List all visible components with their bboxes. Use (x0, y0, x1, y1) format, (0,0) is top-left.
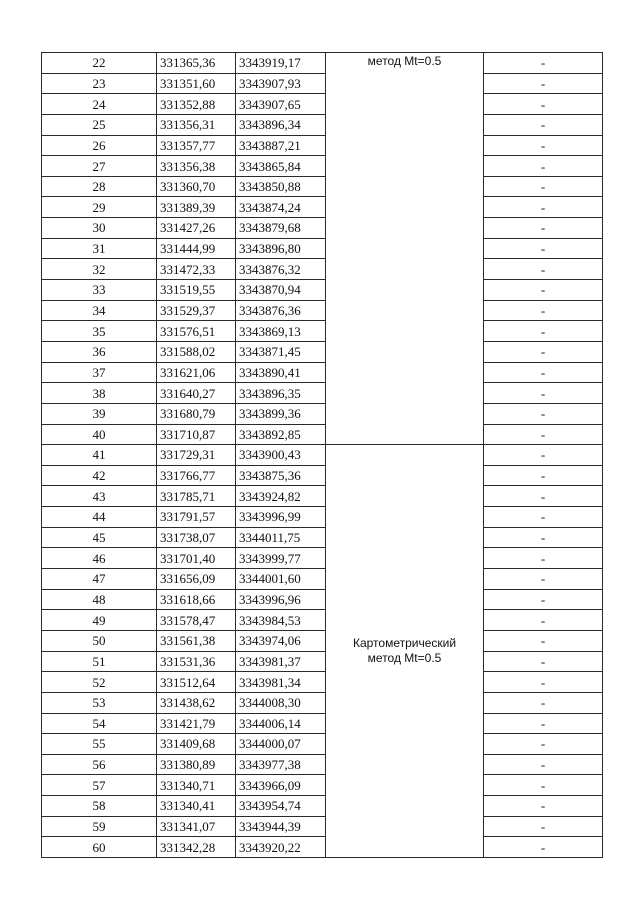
table-row (42, 73, 603, 94)
x-coordinate-cell: 331472,33 (157, 259, 236, 280)
table-row (42, 238, 603, 259)
y-coordinate-cell: 3344000,07 (236, 734, 326, 755)
y-coordinate-cell: 3343977,38 (236, 754, 326, 775)
y-coordinate-cell: 3343954,74 (236, 796, 326, 817)
x-coordinate-cell: 331701,40 (157, 548, 236, 569)
table-row (42, 610, 603, 631)
note-cell: - (484, 527, 603, 548)
table-row (42, 754, 603, 775)
x-coordinate-cell: 331365,36 (157, 53, 236, 74)
point-number-cell: 52 (42, 672, 157, 693)
note-cell: - (484, 775, 603, 796)
note-cell: - (484, 816, 603, 837)
table-row (42, 321, 603, 342)
table-row (42, 114, 603, 135)
y-coordinate-cell: 3343896,35 (236, 383, 326, 404)
note-cell: - (484, 713, 603, 734)
x-coordinate-cell: 331531,36 (157, 651, 236, 672)
method-cell-group-2 (326, 445, 484, 858)
note-cell: - (484, 176, 603, 197)
y-coordinate-cell: 3343900,43 (236, 445, 326, 466)
table-row (42, 53, 603, 74)
y-coordinate-cell: 3343907,65 (236, 94, 326, 115)
table-row (42, 486, 603, 507)
note-cell: - (484, 569, 603, 590)
y-coordinate-cell: 3344006,14 (236, 713, 326, 734)
note-cell: - (484, 465, 603, 486)
y-coordinate-cell: 3344011,75 (236, 527, 326, 548)
point-number-cell: 38 (42, 383, 157, 404)
y-coordinate-cell: 3343981,37 (236, 651, 326, 672)
point-number-cell: 28 (42, 176, 157, 197)
point-number-cell: 25 (42, 114, 157, 135)
y-coordinate-cell: 3343920,22 (236, 837, 326, 858)
table-row (42, 651, 603, 672)
y-coordinate-cell: 3343892,85 (236, 424, 326, 445)
point-number-cell: 34 (42, 300, 157, 321)
method-label-line-2: метод Mt=0.5 (367, 651, 442, 666)
x-coordinate-cell: 331351,60 (157, 73, 236, 94)
note-cell: - (484, 672, 603, 693)
y-coordinate-cell: 3343875,36 (236, 465, 326, 486)
point-number-cell: 39 (42, 403, 157, 424)
table-row (42, 775, 603, 796)
table-row (42, 176, 603, 197)
point-number-cell: 56 (42, 754, 157, 775)
note-cell: - (484, 589, 603, 610)
point-number-cell: 41 (42, 445, 157, 466)
point-number-cell: 23 (42, 73, 157, 94)
point-number-cell: 35 (42, 321, 157, 342)
x-coordinate-cell: 331710,87 (157, 424, 236, 445)
point-number-cell: 45 (42, 527, 157, 548)
x-coordinate-cell: 331578,47 (157, 610, 236, 631)
y-coordinate-cell: 3343870,94 (236, 280, 326, 301)
table-row (42, 672, 603, 693)
note-cell: - (484, 341, 603, 362)
point-number-cell: 36 (42, 341, 157, 362)
coordinates-table (41, 52, 603, 858)
y-coordinate-cell: 3343869,13 (236, 321, 326, 342)
point-number-cell: 54 (42, 713, 157, 734)
x-coordinate-cell: 331356,31 (157, 114, 236, 135)
point-number-cell: 51 (42, 651, 157, 672)
note-cell: - (484, 53, 603, 74)
point-number-cell: 33 (42, 280, 157, 301)
y-coordinate-cell: 3343876,36 (236, 300, 326, 321)
table-row (42, 424, 603, 445)
y-coordinate-cell: 3343984,53 (236, 610, 326, 631)
x-coordinate-cell: 331380,89 (157, 754, 236, 775)
coordinates-table-body (42, 53, 603, 858)
y-coordinate-cell: 3343907,93 (236, 73, 326, 94)
note-cell: - (484, 424, 603, 445)
point-number-cell: 47 (42, 569, 157, 590)
method-cell-group-1 (326, 53, 484, 445)
point-number-cell: 32 (42, 259, 157, 280)
note-cell: - (484, 796, 603, 817)
note-cell: - (484, 692, 603, 713)
table-row (42, 589, 603, 610)
table-row (42, 527, 603, 548)
note-cell: - (484, 156, 603, 177)
table-row (42, 403, 603, 424)
y-coordinate-cell: 3343996,99 (236, 507, 326, 528)
table-row (42, 135, 603, 156)
point-number-cell: 42 (42, 465, 157, 486)
point-number-cell: 57 (42, 775, 157, 796)
x-coordinate-cell: 331640,27 (157, 383, 236, 404)
method-label-line-1: Картометрический (352, 636, 457, 651)
table-row (42, 796, 603, 817)
x-coordinate-cell: 331512,64 (157, 672, 236, 693)
table-row (42, 816, 603, 837)
y-coordinate-cell: 3343865,84 (236, 156, 326, 177)
point-number-cell: 55 (42, 734, 157, 755)
x-coordinate-cell: 331680,79 (157, 403, 236, 424)
y-coordinate-cell: 3343896,80 (236, 238, 326, 259)
x-coordinate-cell: 331785,71 (157, 486, 236, 507)
note-cell: - (484, 300, 603, 321)
y-coordinate-cell: 3343896,34 (236, 114, 326, 135)
x-coordinate-cell: 331342,28 (157, 837, 236, 858)
note-cell: - (484, 445, 603, 466)
point-number-cell: 27 (42, 156, 157, 177)
y-coordinate-cell: 3343874,24 (236, 197, 326, 218)
point-number-cell: 50 (42, 630, 157, 651)
point-number-cell: 53 (42, 692, 157, 713)
y-coordinate-cell: 3343890,41 (236, 362, 326, 383)
point-number-cell: 29 (42, 197, 157, 218)
x-coordinate-cell: 331340,71 (157, 775, 236, 796)
point-number-cell: 22 (42, 53, 157, 74)
point-number-cell: 60 (42, 837, 157, 858)
y-coordinate-cell: 3343944,39 (236, 816, 326, 837)
table-row (42, 692, 603, 713)
point-number-cell: 26 (42, 135, 157, 156)
y-coordinate-cell: 3344008,30 (236, 692, 326, 713)
point-number-cell: 31 (42, 238, 157, 259)
table-row (42, 445, 603, 466)
y-coordinate-cell: 3343871,45 (236, 341, 326, 362)
note-cell: - (484, 403, 603, 424)
table-row (42, 94, 603, 115)
note-cell: - (484, 114, 603, 135)
note-cell: - (484, 259, 603, 280)
y-coordinate-cell: 3343879,68 (236, 218, 326, 239)
y-coordinate-cell: 3343850,88 (236, 176, 326, 197)
note-cell: - (484, 610, 603, 631)
x-coordinate-cell: 331729,31 (157, 445, 236, 466)
point-number-cell: 30 (42, 218, 157, 239)
x-coordinate-cell: 331576,51 (157, 321, 236, 342)
table-row (42, 465, 603, 486)
x-coordinate-cell: 331357,77 (157, 135, 236, 156)
table-row (42, 548, 603, 569)
y-coordinate-cell: 3343966,09 (236, 775, 326, 796)
table-row (42, 569, 603, 590)
table-row (42, 362, 603, 383)
x-coordinate-cell: 331444,99 (157, 238, 236, 259)
point-number-cell: 58 (42, 796, 157, 817)
table-row (42, 837, 603, 858)
y-coordinate-cell: 3343974,06 (236, 630, 326, 651)
table-row (42, 300, 603, 321)
note-cell: - (484, 383, 603, 404)
note-cell: - (484, 362, 603, 383)
point-number-cell: 59 (42, 816, 157, 837)
x-coordinate-cell: 331519,55 (157, 280, 236, 301)
y-coordinate-cell: 3343919,17 (236, 53, 326, 74)
point-number-cell: 37 (42, 362, 157, 383)
y-coordinate-cell: 3343999,77 (236, 548, 326, 569)
note-cell: - (484, 218, 603, 239)
table-row (42, 197, 603, 218)
table-row (42, 713, 603, 734)
point-number-cell: 48 (42, 589, 157, 610)
x-coordinate-cell: 331427,26 (157, 218, 236, 239)
x-coordinate-cell: 331356,38 (157, 156, 236, 177)
x-coordinate-cell: 331341,07 (157, 816, 236, 837)
x-coordinate-cell: 331791,57 (157, 507, 236, 528)
point-number-cell: 49 (42, 610, 157, 631)
x-coordinate-cell: 331738,07 (157, 527, 236, 548)
note-cell: - (484, 734, 603, 755)
point-number-cell: 43 (42, 486, 157, 507)
y-coordinate-cell: 3343981,34 (236, 672, 326, 693)
x-coordinate-cell: 331561,38 (157, 630, 236, 651)
note-cell: - (484, 507, 603, 528)
table-row (42, 507, 603, 528)
x-coordinate-cell: 331409,68 (157, 734, 236, 755)
table-row (42, 259, 603, 280)
note-cell: - (484, 837, 603, 858)
x-coordinate-cell: 331389,39 (157, 197, 236, 218)
x-coordinate-cell: 331621,06 (157, 362, 236, 383)
table-row (42, 383, 603, 404)
x-coordinate-cell: 331656,09 (157, 569, 236, 590)
table-row (42, 341, 603, 362)
note-cell: - (484, 321, 603, 342)
table-row (42, 630, 603, 651)
y-coordinate-cell: 3343887,21 (236, 135, 326, 156)
note-cell: - (484, 135, 603, 156)
table-row (42, 156, 603, 177)
x-coordinate-cell: 331438,62 (157, 692, 236, 713)
x-coordinate-cell: 331766,77 (157, 465, 236, 486)
note-cell: - (484, 754, 603, 775)
x-coordinate-cell: 331588,02 (157, 341, 236, 362)
y-coordinate-cell: 3343899,36 (236, 403, 326, 424)
point-number-cell: 40 (42, 424, 157, 445)
x-coordinate-cell: 331340,41 (157, 796, 236, 817)
point-number-cell: 24 (42, 94, 157, 115)
y-coordinate-cell: 3343996,96 (236, 589, 326, 610)
y-coordinate-cell: 3343924,82 (236, 486, 326, 507)
point-number-cell: 44 (42, 507, 157, 528)
note-cell: - (484, 280, 603, 301)
table-row (42, 218, 603, 239)
x-coordinate-cell: 331529,37 (157, 300, 236, 321)
note-cell: - (484, 630, 603, 651)
note-cell: - (484, 486, 603, 507)
point-number-cell: 46 (42, 548, 157, 569)
note-cell: - (484, 238, 603, 259)
note-cell: - (484, 73, 603, 94)
note-cell: - (484, 548, 603, 569)
table-row (42, 734, 603, 755)
x-coordinate-cell: 331352,88 (157, 94, 236, 115)
x-coordinate-cell: 331618,66 (157, 589, 236, 610)
method-label: метод Mt=0.5 (367, 54, 442, 68)
y-coordinate-cell: 3344001,60 (236, 569, 326, 590)
note-cell: - (484, 197, 603, 218)
x-coordinate-cell: 331360,70 (157, 176, 236, 197)
y-coordinate-cell: 3343876,32 (236, 259, 326, 280)
note-cell: - (484, 651, 603, 672)
x-coordinate-cell: 331421,79 (157, 713, 236, 734)
note-cell: - (484, 94, 603, 115)
table-row (42, 280, 603, 301)
